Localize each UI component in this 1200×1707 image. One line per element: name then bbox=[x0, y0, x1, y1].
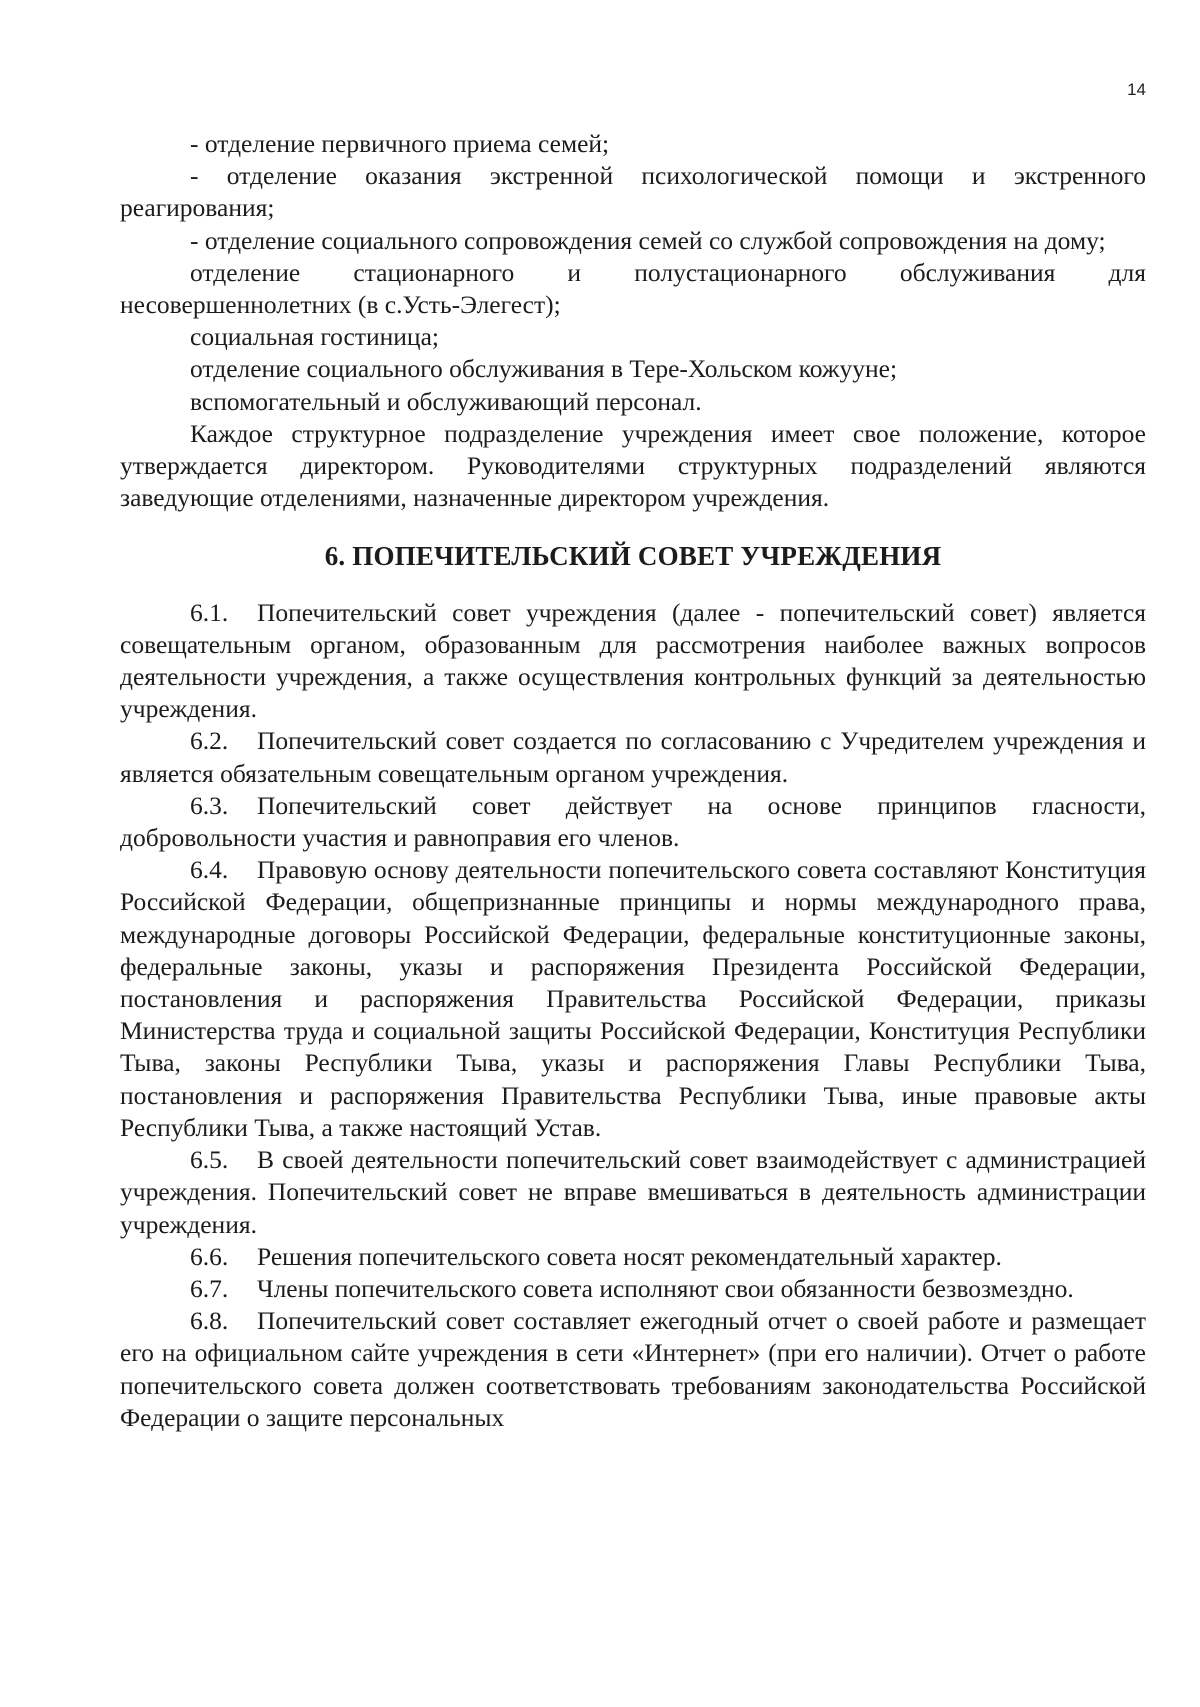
clause-number: 6.2. bbox=[190, 726, 229, 756]
page-number: 14 bbox=[1127, 80, 1146, 99]
clause-6-1 bbox=[120, 597, 1146, 726]
clause-text: Правовую основу деятельности попечительского совета составляют Конституция Российской Федерации, общепризнанные принципы и нормы международного права, международные договоры Российской Федерации, федеральные конституционные законы, федеральные законы, указы и распоряжения Президента Российской Федерации, постановления и распоряжения Правительства Российской Федерации, приказы Министерства труда и социальной защиты Российской Федерации, Конституция Республики Тыва, законы Республики Тыва, указы и распоряжения Главы Республики Тыва, постановления и распоряжения Правительства Республики Тыва, иные правовые акты Республики Тыва, а также настоящий Устав. bbox=[120, 855, 1146, 1142]
clause-number: 6.5. bbox=[190, 1145, 229, 1175]
clause-text: Попечительский совет составляет ежегодный отчет о своей работе и размещает его на официальном сайте учреждения в сети «Интернет» (при его наличии). Отчет о работе попечительского совета должен соответствовать требованиям законодательства Российской Федерации о защите персональных bbox=[120, 1306, 1146, 1432]
clause-6-4 bbox=[120, 854, 1146, 1144]
list-item: вспомогательный и обслуживающий персонал. bbox=[190, 386, 702, 416]
list-item: - отделение оказания экстренной психологической помощи и экстренного реагирования; bbox=[120, 161, 1146, 223]
list-item: отделение стационарного и полустационарного обслуживания для несовершеннолетних (в с.Усть-Элегест); bbox=[120, 257, 1146, 320]
clause-text: Попечительский совет учреждения (далее - попечительский совет) является совещательным органом, образованным для рассмотрения наиболее важных вопросов деятельности учреждения, а также осуществления контрольных функций за деятельностью учреждения. bbox=[120, 597, 1146, 724]
clause-number: 6.6. bbox=[190, 1241, 229, 1271]
list-item: - отделение первичного приема семей; bbox=[190, 129, 610, 158]
clause-text: Члены попечительского совета исполняют свои обязанности безвозмездно. bbox=[257, 1273, 1074, 1303]
clause-number: 6.3. bbox=[190, 790, 229, 820]
clause-number: 6.1. bbox=[190, 597, 229, 627]
clause-number: 6.8. bbox=[190, 1306, 229, 1336]
clause-number: 6.7. bbox=[190, 1273, 229, 1303]
section-heading: 6. ПОПЕЧИТЕЛЬСКИЙ СОВЕТ УЧРЕЖДЕНИЯ bbox=[324, 541, 942, 572]
clause-6-7 bbox=[120, 1273, 1146, 1305]
list-item: социальная гостиница; bbox=[190, 322, 439, 352]
structure-paragraph: Каждое структурное подразделение учреждения имеет свое положение, которое утверждается директором. Руководителями структурных подразделений являются заведующие отделениями, назначенные директором учреждения. bbox=[120, 418, 1146, 513]
clause-text: Попечительский совет действует на основе принципов гласности, добровольности участия и равноправия его членов. bbox=[120, 790, 1146, 853]
clause-6-8 bbox=[120, 1305, 1146, 1434]
clause-6-6 bbox=[120, 1241, 1146, 1273]
clause-6-2 bbox=[120, 725, 1146, 789]
clause-6-5 bbox=[120, 1144, 1146, 1241]
list-item: отделение социального обслуживания в Тере-Хольском кожууне; bbox=[190, 354, 898, 384]
clause-number: 6.4. bbox=[190, 855, 229, 885]
clause-6-3 bbox=[120, 790, 1146, 854]
list-item: - отделение социального сопровождения семей со службой сопровождения на дому; bbox=[190, 225, 1106, 255]
clause-text: Решения попечительского совета носят рекомендательный характер. bbox=[257, 1241, 1002, 1271]
document-body bbox=[120, 128, 1146, 1434]
clause-text: Попечительский совет создается по согласованию с Учредителем учреждения и является обязательным совещательным органом учреждения. bbox=[120, 726, 1146, 788]
clause-text: В своей деятельности попечительский совет взаимодействует с администрацией учреждения. Попечительский совет не вправе вмешиваться в деятельность администрации учреждения. bbox=[120, 1145, 1146, 1239]
